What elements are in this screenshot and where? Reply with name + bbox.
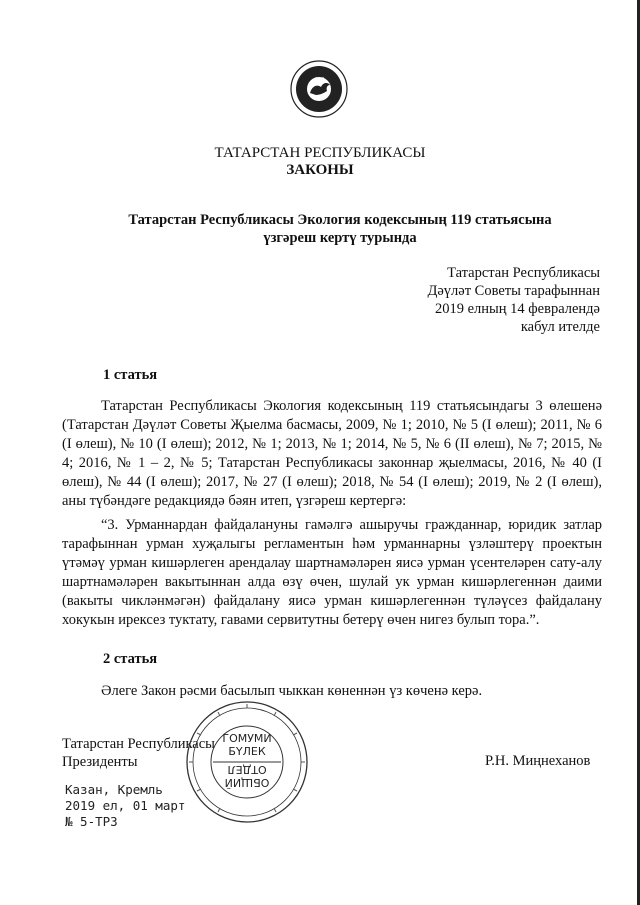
- adoption-line: Дәүләт Советы тарафыннан: [427, 283, 600, 299]
- stamp-text-line: БҮЛЕК: [228, 745, 266, 758]
- law-number: № 5-ТРЗ: [65, 814, 118, 829]
- republic-name: ТАТАРСТАН РЕСПУБЛИКАСЫ: [214, 145, 426, 161]
- law-title: [100, 211, 580, 247]
- stamp-text-line: ГОМУМИ: [222, 732, 272, 745]
- place-date-number: [65, 782, 185, 830]
- article-1-text: Татарстан Республикасы Экология кодексының 119 статьясындагы 3 өлешенә (Татарстан Дәүләт Советы Җыелма басмасы, 2009, № 1; 2010, № 5 (I өлеш); 2011, № 6 (I өлеш), № 10 (I өлеш); 2012, № 1; 2013, № 1; 2014, № 5, № 6 (II өлеш), № 7; 2015, № 4; 2016, № 1 – 2, № 5; Татарстан Республикасы законнар җыелмасы, 2016, № 40 (I өлеш), № 44 (I өлеш); 2017, № 27 (I өлеш); 2018, № 54 (I өлеш); 2019, № 2 (I өлеш), аны түбәндәге редакциядә бәян итеп, үзгәреш кертергә:: [62, 398, 602, 509]
- law-title-line: Татарстан Республикасы Экология кодексының 119 статьясына: [128, 212, 552, 228]
- article-2-text: Әлеге Закон рәсми басылып чыккан көненнән үз көченә керә.: [101, 683, 483, 699]
- article-1-quote: “3. Урманнардан файдалануны гамәлгә ашыручы гражданнар, юридик затлар тарафыннан урман хуҗалыгы регламентын һәм урманнарны үзләштерү проектын үтәмәү урман кишәрлеген арендалау шартнамәләрен яисә урман үсентеләрен сату-алу шартнамәләрен вакытыннан алда өзү өчен, шулай ук урман кишәрлегеннән даими (вакыты чикләнмәгән) файдалану яисә урман кишәрлегеннән түләүсез файдалану хокукын ирексез туктату, гавами сервитутны бетерү өчен нигез булып тора.”.: [62, 517, 602, 628]
- article-2-heading: 2 статья: [103, 651, 158, 667]
- official-stamp: [183, 698, 311, 826]
- date-line: 2019 ел, 01 март: [65, 798, 186, 813]
- adoption-line: 2019 елның 14 февралендә: [434, 301, 600, 317]
- document-type: ЗАКОНЫ: [286, 162, 354, 178]
- adoption-note: [427, 264, 600, 336]
- article-1-heading: 1 статья: [103, 367, 158, 383]
- signatory-title-line: Президенты: [62, 754, 138, 770]
- signatory-title-line: Татарстан Республикасы: [62, 736, 215, 752]
- stamp-text-line: ОТДЕЛ: [227, 763, 267, 776]
- place-line: Казан, Кремль: [65, 782, 163, 797]
- adoption-line: кабул ителде: [520, 319, 600, 335]
- signatory-name: Р.Н. Миңнеханов: [485, 753, 591, 769]
- coat-of-arms-emblem: [290, 60, 348, 118]
- law-title-line: үзгәреш кертү турында: [263, 230, 417, 246]
- adoption-line: Татарстан Республикасы: [447, 265, 600, 281]
- stamp-text-line: ОБЩИЙ: [224, 776, 270, 789]
